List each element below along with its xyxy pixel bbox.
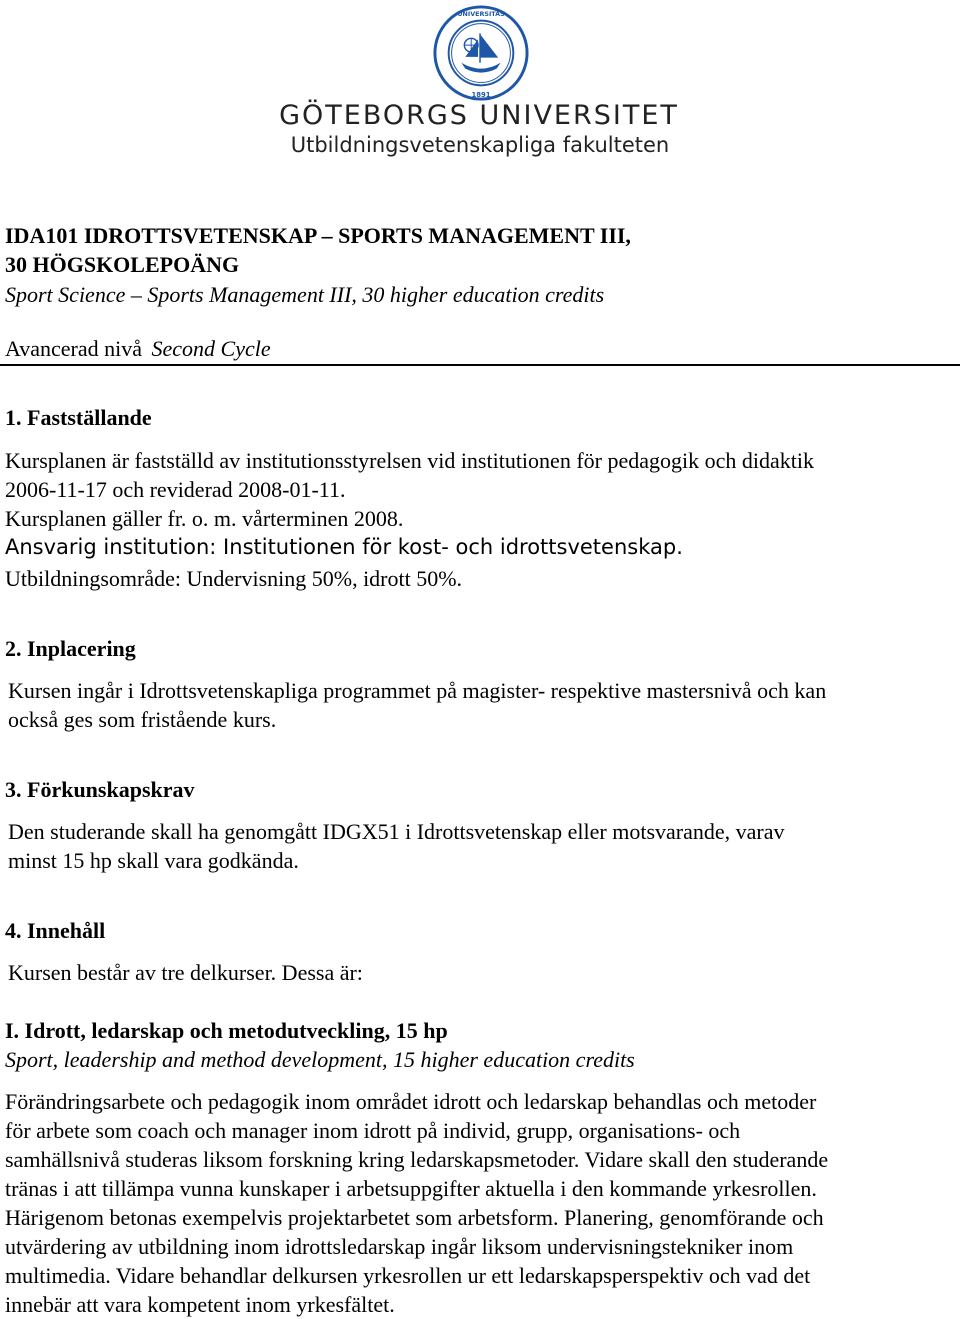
section1-line4: Ansvarig institution: Institutionen för kost- och idrottsvetenskap. [5,535,683,559]
section3-line2: minst 15 hp skall vara godkända. [8,848,299,873]
paragraph-line: samhällsnivå studeras liksom forskning kring ledarskapsmetoder. Vidare skall den studerande [5,1147,829,1172]
section-heading-inplacering: 2. Inplacering [5,636,136,661]
faculty-name: Utbildningsvetenskapliga fakulteten [290,133,670,157]
section4-line1: Kursen består av tre delkurser. Dessa är: [8,960,363,985]
course-level [5,336,271,362]
course-title-line1: IDA101 IDROTTSVETENSKAP – SPORTS MANAGEMENT III, [5,223,631,248]
paragraph-line: tränas i att tillämpa vunna kunskaper i arbetsuppgifter aktuella i den kommande yrkesrollen. [5,1176,817,1201]
subcourse-english-title: Sport, leadership and method development, 15 higher education credits [5,1047,635,1072]
university-seal-logo [432,4,530,102]
section1-line5: Utbildningsområde: Undervisning 50%, idrott 50%. [5,566,463,591]
section-heading-innehall: 4. Innehåll [5,918,106,943]
section1-line3: Kursplanen gäller fr. o. m. vårterminen 2008. [5,506,404,531]
svg-text:1891: 1891 [471,91,491,100]
section-heading-fastställande: 1. Fastställande [5,405,152,430]
section-heading-forkunskapskrav: 3. Förkunskapskrav [5,777,195,802]
paragraph-line: för arbete som coach och manager inom idrott på individ, grupp, organisations- och [5,1118,741,1143]
paragraph-line: Härigenom betonas exempelvis projektarbetet som arbetsform. Planering, genomförande och [5,1205,824,1230]
section2-line1: Kursen ingår i Idrottsvetenskapliga programmet på magister- respektive mastersnivå och kan [8,678,827,703]
paragraph-line: Förändringsarbete och pedagogik inom området idrott och ledarskap behandlas och metoder [5,1089,817,1114]
course-title-line2: 30 HÖGSKOLEPOÄNG [5,252,240,277]
university-name: GÖTEBORGS UNIVERSITET [279,100,679,131]
svg-text:UNIVERSITAS: UNIVERSITAS [457,9,505,18]
level-swedish: Avancerad nivå [5,336,143,361]
section1-line2: 2006-11-17 och reviderad 2008-01-11. [5,477,346,502]
divider [0,364,960,366]
section2-line2: också ges som fristående kurs. [8,707,277,732]
paragraph-line: multimedia. Vidare behandlar delkursen yrkesrollen ur ett ledarskapsperspektiv och vad det [5,1263,811,1288]
paragraph-line: innebär att vara kompetent inom yrkesfältet. [5,1292,395,1317]
subcourse-heading: I. Idrott, ledarskap och metodutveckling, 15 hp [5,1018,448,1043]
section1-line1: Kursplanen är fastställd av institutionsstyrelsen vid institutionen för pedagogik och didaktik [5,448,814,473]
section3-line1: Den studerande skall ha genomgått IDGX51 i Idrottsvetenskap eller motsvarande, varav [8,819,785,844]
level-english: Second Cycle [151,336,271,361]
paragraph-line: utvärdering av utbildning inom idrottsledarskap ingår liksom undervisningstekniker inom [5,1234,794,1259]
course-english-title: Sport Science – Sports Management III, 30 higher education credits [5,282,605,307]
